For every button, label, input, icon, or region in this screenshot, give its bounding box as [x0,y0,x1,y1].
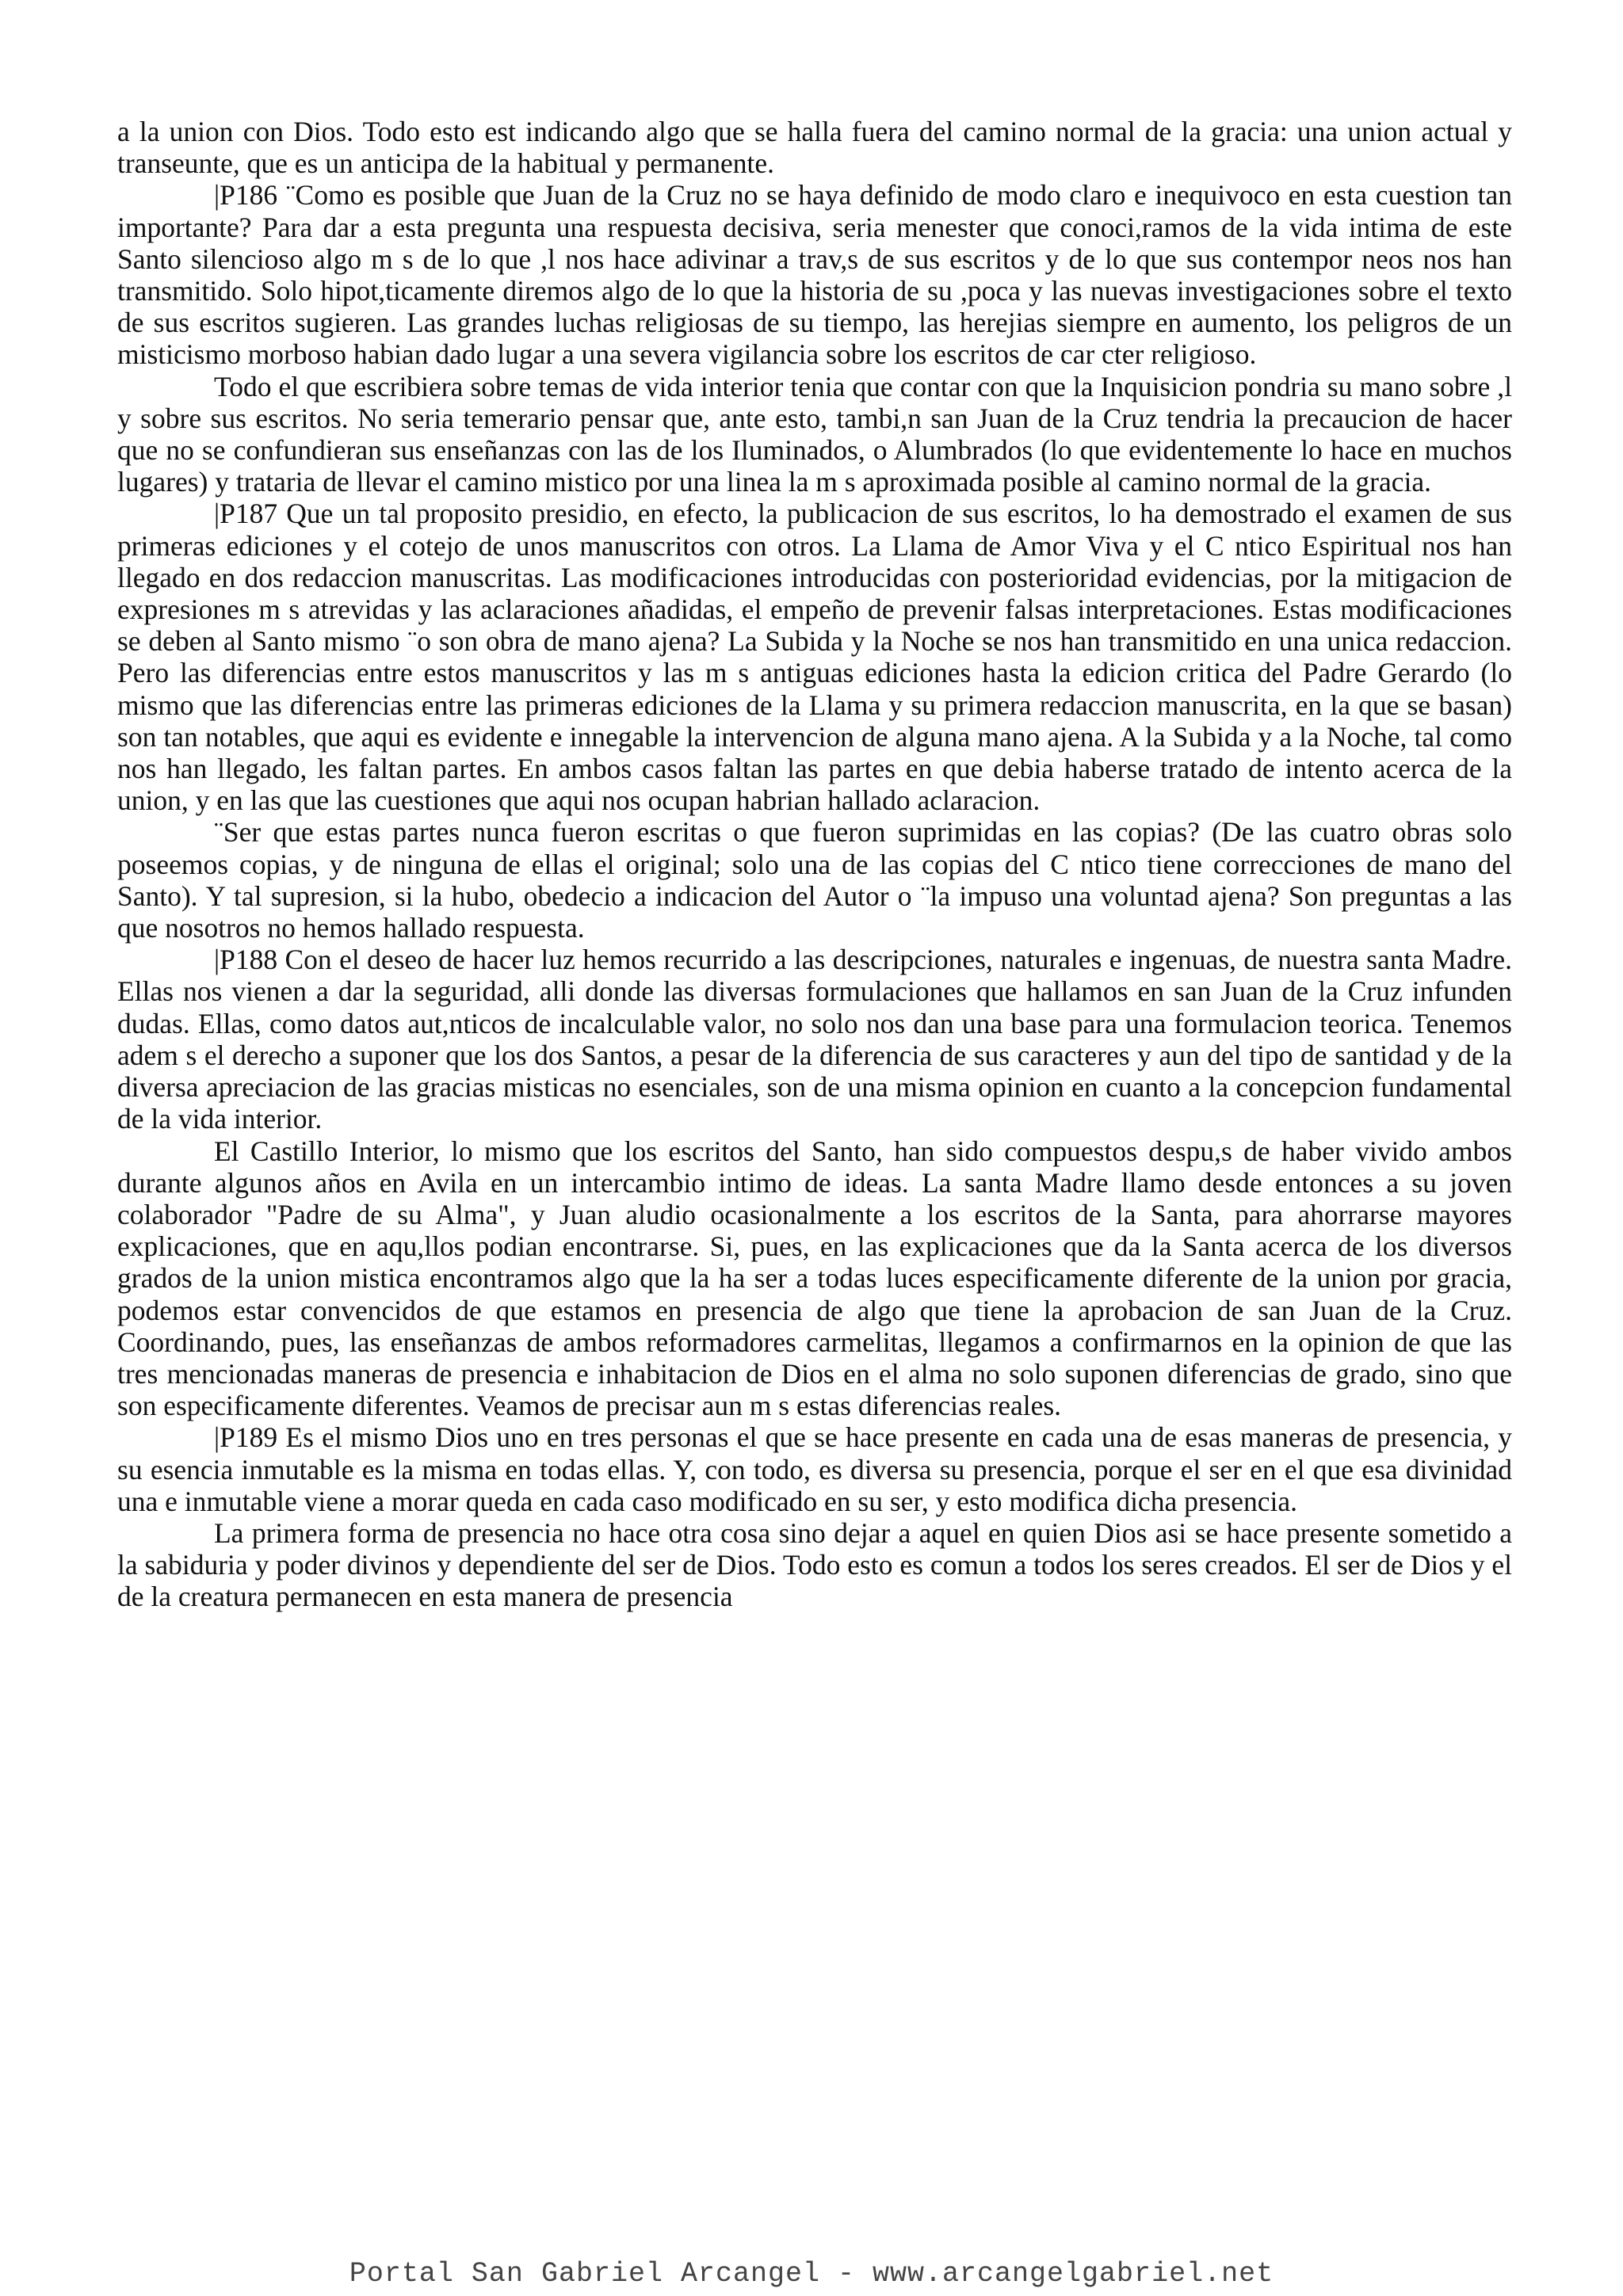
paragraph-1: a la union con Dios. Todo esto est indicando algo que se halla fuera del camino normal de la gracia: una union actual y transeunte, que es un anticipa de la habitual y permanente. [117,116,1512,180]
document-body [117,116,1512,1613]
paragraph-p189: |P189 Es el mismo Dios uno en tres personas el que se hace presente en cada una de esas maneras de presencia, y su esencia inmutable es la misma en todas ellas. Y, con todo, es diversa su presencia, porque el ser en el que esa divinidad una e inmutable viene a morar queda en cada caso modificado en su ser, y esto modifica dicha presencia. [117,1421,1512,1517]
paragraph-9: La primera forma de presencia no hace otra cosa sino dejar a aquel en quien Dios asi se hace presente sometido a la sabiduria y poder divinos y dependiente del ser de Dios. Todo esto es comun a todos los seres creados. El ser de Dios y el de la creatura permanecen en esta manera de presencia [117,1516,1512,1613]
page-footer: Portal San Gabriel Arcangel - www.arcangelgabriel.net [349,2258,1274,2290]
paragraph-3: Todo el que escribiera sobre temas de vida interior tenia que contar con que la Inquisicion pondria su mano sobre ,l y sobre sus escritos. No seria temerario pensar que, ante esto, tambi,n san Juan de la Cruz tendria la precaucion de hacer que no se confundieran sus enseñanzas con las de los Iluminados, o Alumbrados (lo que evidentemente lo hace en muchos lugares) y trataria de llevar el camino mistico por una linea la m s aproximada posible al camino normal de la gracia. [117,370,1512,498]
paragraph-5: ¨Ser que estas partes nunca fueron escritas o que fueron suprimidas en las copias? (De las cuatro obras solo poseemos copias, y de ninguna de ellas el original; solo una de las copias del C ntico tiene correcciones de mano del Santo). Y tal supresion, si la hubo, obedecio a indicacion del Autor o ¨la impuso una voluntad ajena? Son preguntas a las que nosotros no hemos hallado respuesta. [117,816,1512,944]
paragraph-p187: |P187 Que un tal proposito presidio, en efecto, la publicacion de sus escritos, lo ha demostrado el examen de sus primeras ediciones y el cotejo de unos manuscritos con otros. La Llama de Amor Viva y el C ntico Espiritual nos han llegado en dos redaccion manuscritas. Las modificaciones introducidas con posterioridad evidencias, por la mitigacion de expresiones m s atrevidas y las aclaraciones añadidas, el empeño de prevenir falsas interpretaciones. Estas modificaciones se deben al Santo mismo ¨o son obra de mano ajena? La Subida y la Noche se nos han transmitido en una unica redaccion. Pero las diferencias entre estos manuscritos y las m s antiguas ediciones hasta la edicion critica del Padre Gerardo (lo mismo que las diferencias entre las primeras ediciones de la Llama y su primera redaccion manuscrita, en la que se basan) son tan notables, que aqui es evidente e innegable la intervencion de alguna mano ajena. A la Subida y a la Noche, tal como nos han llegado, les faltan partes. En ambos casos faltan las partes en que debia haberse tratado de intento acerca de la union, y en las que las cuestiones que aqui nos ocupan habrian hallado aclaracion. [117,498,1512,817]
paragraph-7: El Castillo Interior, lo mismo que los escritos del Santo, han sido compuestos despu,s de haber vivido ambos durante algunos años en Avila en un intercambio intimo de ideas. La santa Madre llamo desde entonces a su joven colaborador "Padre de su Alma", y Juan aludio ocasionalmente a los escritos de la Santa, para ahorrarse mayores explicaciones, que en aqu,llos podian encontrarse. Si, pues, en las explicaciones que da la Santa acerca de los diversos grados de la union mistica encontramos algo que la ha ser a todas luces especificamente diferente de la union por gracia, podemos estar convencidos de que estamos en presencia de algo que tiene la aprobacion de san Juan de la Cruz. Coordinando, pues, las enseñanzas de ambos reformadores carmelitas, llegamos a confirmarnos en la opinion de que las tres mencionadas maneras de presencia e inhabitacion de Dios en el alma no solo suponen diferencias de grado, sino que son especificamente diferentes. Veamos de precisar aun m s estas diferencias reales. [117,1135,1512,1422]
paragraph-p188: |P188 Con el deseo de hacer luz hemos recurrido a las descripciones, naturales e ingenuas, de nuestra santa Madre. Ellas nos vienen a dar la seguridad, alli donde las diversas formulaciones que hallamos en san Juan de la Cruz infunden dudas. Ellas, como datos aut,nticos de incalculable valor, no solo nos dan una base para una formulacion teorica. Tenemos adem s el derecho a suponer que los dos Santos, a pesar de la diferencia de sus caracteres y aun del tipo de santidad y de la diversa apreciacion de las gracias misticas no esenciales, son de una misma opinion en cuanto a la concepcion fundamental de la vida interior. [117,944,1512,1135]
paragraph-p186: |P186 ¨Como es posible que Juan de la Cruz no se haya definido de modo claro e inequivoco en esta cuestion tan importante? Para dar a esta pregunta una respuesta decisiva, seria menester que conoci,ramos de la vida intima de este Santo silencioso algo m s de lo que ,l nos hace adivinar a trav,s de sus escritos y de lo que sus contempor neos nos han transmitido. Solo hipot,ticamente diremos algo de lo que la historia de su ,poca y las nuevas investigaciones sobre el texto de sus escritos sugieren. Las grandes luchas religiosas de su tiempo, las herejias siempre en aumento, los peligros de un misticismo morboso habian dado lugar a una severa vigilancia sobre los escritos de car cter religioso. [117,179,1512,371]
